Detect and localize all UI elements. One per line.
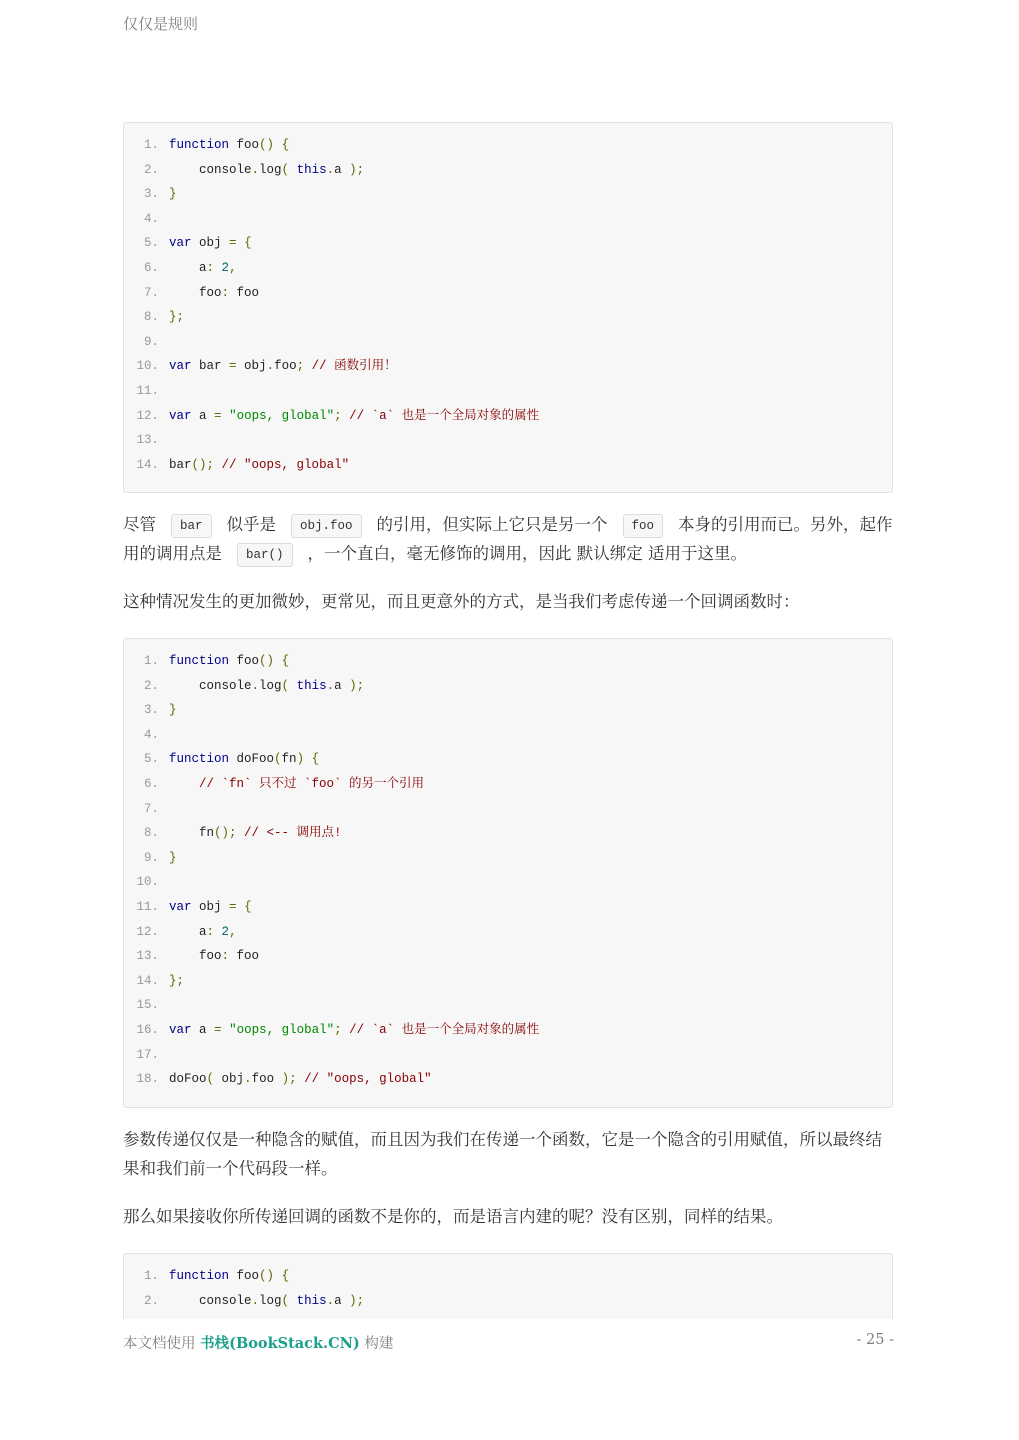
code-text: console.log( this.a ); <box>169 162 365 177</box>
code-text: foo: foo <box>169 285 260 300</box>
paragraph-1 <box>123 510 898 568</box>
code-line <box>124 944 892 969</box>
inline-code-bar: bar <box>171 514 212 538</box>
line-number: 11. <box>136 900 159 914</box>
code-line <box>124 453 892 478</box>
line-number: 4. <box>143 727 159 742</box>
code-text: // `fn` 只不过 `foo` 的另一个引用 <box>199 777 425 791</box>
paragraph-4: 那么如果接收你所传递回调的函数不是你的，而是语言内建的呢？没有区别，同样的结果。 <box>123 1207 783 1226</box>
code-line <box>124 920 892 945</box>
paragraph-text: 似乎是 <box>226 515 277 534</box>
code-line <box>124 207 892 232</box>
line-number: 17. <box>136 1047 159 1062</box>
line-number: 1. <box>143 138 159 152</box>
code-line <box>124 698 892 723</box>
code-line <box>124 256 892 281</box>
code-line <box>124 133 892 158</box>
code-text: } <box>169 850 177 865</box>
line-number: 1. <box>143 1269 159 1283</box>
code-text: }; <box>169 310 185 325</box>
line-number: 8. <box>143 310 159 325</box>
code-text: var a = "oops, global"; // `a` 也是一个全局对象的属性 <box>169 408 540 423</box>
line-number: 4. <box>143 211 159 226</box>
code-text: }; <box>169 973 185 988</box>
code-text: var obj = { <box>169 236 252 251</box>
code-text: } <box>169 703 177 718</box>
inline-code-bar-call: bar() <box>237 543 293 567</box>
code-text: var bar = obj.foo; // 函数引用！ <box>169 359 397 374</box>
line-number: 18. <box>136 1072 159 1087</box>
paragraph-text: 的引用，但实际上它只是另一个 <box>376 515 608 534</box>
line-number: 3. <box>143 703 159 718</box>
code-text: a: 2, <box>169 261 237 275</box>
code-line <box>124 846 892 871</box>
code-line <box>124 1067 892 1092</box>
code-line <box>124 870 892 895</box>
code-text: function foo() { <box>169 654 290 668</box>
code-line <box>124 969 892 994</box>
code-line <box>124 305 892 330</box>
inline-code-foo: foo <box>623 514 664 538</box>
line-number: 11. <box>136 384 159 398</box>
code-line <box>124 330 892 355</box>
code-text: foo: foo <box>169 949 260 964</box>
page-number: - 25 - <box>856 1332 894 1348</box>
code-text: fn(); // <-- 调用点! <box>169 826 342 841</box>
code-text: a: 2, <box>169 924 237 939</box>
code-line <box>124 281 892 306</box>
code-block-3 <box>123 1253 893 1319</box>
line-number: 14. <box>136 457 159 472</box>
line-number: 16. <box>136 1023 159 1037</box>
line-number: 13. <box>136 433 159 448</box>
code-line <box>124 379 892 404</box>
code-line <box>124 649 892 674</box>
paragraph-3: 参数传递仅仅是一种隐含的赋值，而且因为我们在传递一个函数，它是一个隐含的引用赋值，所以最终结果和我们前一个代码段一样。 <box>123 1130 882 1178</box>
line-number: 12. <box>136 924 159 939</box>
line-number: 2. <box>143 678 159 693</box>
code-line <box>124 1289 892 1314</box>
code-line <box>124 747 892 772</box>
code-text: bar(); // "oops, global" <box>169 457 350 472</box>
paragraph-text: 尽管 <box>123 515 156 534</box>
code-text: var a = "oops, global"; // `a` 也是一个全局对象的属性 <box>169 1023 540 1037</box>
code-line <box>124 354 892 379</box>
code-line <box>124 797 892 822</box>
bookstack-link[interactable]: 书栈(BookStack.CN) <box>200 1335 360 1352</box>
line-number: 13. <box>136 949 159 964</box>
code-line <box>124 772 892 797</box>
code-text: function doFoo(fn) { <box>169 752 320 767</box>
line-number: 1. <box>143 654 159 668</box>
code-line <box>124 723 892 748</box>
footer-suffix: 构建 <box>364 1336 394 1352</box>
line-number: 5. <box>143 752 159 767</box>
code-line <box>124 404 892 429</box>
inline-code-obj-foo: obj.foo <box>291 514 362 538</box>
line-number: 2. <box>143 162 159 177</box>
code-text: function foo() { <box>169 1269 290 1283</box>
line-number: 9. <box>143 850 159 865</box>
paragraph-text: 本身的引用而已。另外，起作用的调用点是 <box>123 515 893 563</box>
line-number: 7. <box>143 801 159 816</box>
code-text: console.log( this.a ); <box>169 1293 365 1308</box>
line-number: 15. <box>136 998 159 1013</box>
line-number: 7. <box>143 285 159 300</box>
code-line <box>124 1264 892 1289</box>
code-block-1 <box>123 122 893 493</box>
code-text: doFoo( obj.foo ); // "oops, global" <box>169 1072 432 1087</box>
code-line <box>124 182 892 207</box>
code-line <box>124 1018 892 1043</box>
code-text: console.log( this.a ); <box>169 678 365 693</box>
line-number: 5. <box>143 236 159 251</box>
code-text: function foo() { <box>169 138 290 152</box>
line-number: 6. <box>143 777 159 791</box>
footer-prefix: 本文档使用 <box>123 1336 196 1352</box>
code-text: var obj = { <box>169 900 252 914</box>
code-line <box>124 993 892 1018</box>
running-header: 仅仅是规则 <box>123 15 199 33</box>
paragraph-2: 这种情况发生的更加微妙，更常见，而且更意外的方式，是当我们考虑传递一个回调函数时： <box>123 592 800 611</box>
code-text: } <box>169 187 177 202</box>
paragraph-text: ，一个直白，毫无修饰的调用，因此 默认绑定 适用于这里。 <box>307 544 748 563</box>
line-number: 9. <box>143 334 159 349</box>
line-number: 8. <box>143 826 159 841</box>
line-number: 12. <box>136 408 159 423</box>
code-line <box>124 1043 892 1068</box>
line-number: 10. <box>136 359 159 374</box>
line-number: 2. <box>143 1293 159 1308</box>
code-block-2 <box>123 638 893 1108</box>
code-line <box>124 674 892 699</box>
code-line <box>124 231 892 256</box>
footer-credit <box>123 1332 393 1353</box>
line-number: 6. <box>143 261 159 275</box>
code-line <box>124 821 892 846</box>
code-line <box>124 158 892 183</box>
code-line <box>124 428 892 453</box>
line-number: 14. <box>136 973 159 988</box>
code-line <box>124 895 892 920</box>
line-number: 3. <box>143 187 159 202</box>
line-number: 10. <box>136 875 159 890</box>
